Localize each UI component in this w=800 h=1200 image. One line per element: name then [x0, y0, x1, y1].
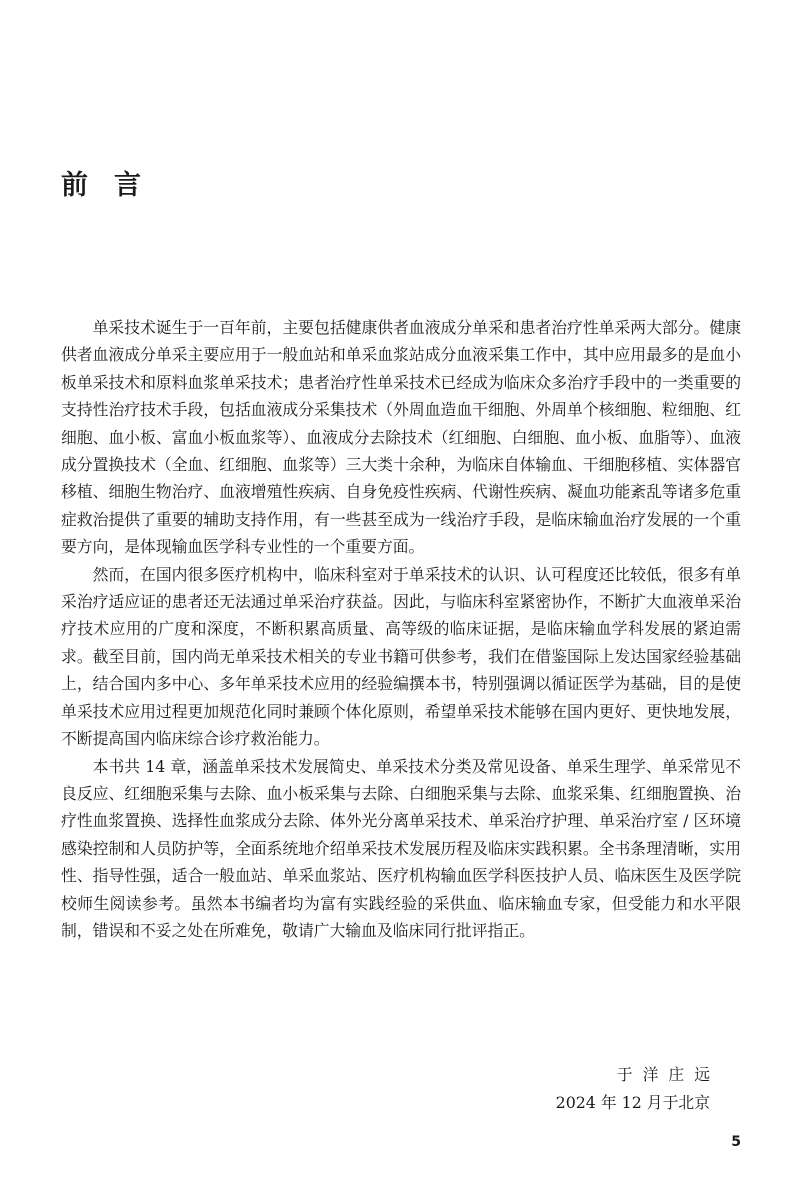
page-title: 前言	[61, 170, 167, 201]
author-names: 于洋庄远	[616, 1065, 720, 1084]
paragraph-2: 然而，在国内很多医疗机构中，临床科室对于单采技术的认识、认可程度还比较低，很多有单采治疗适应证的患者还无法通过单采治疗获益。因此，与临床科室紧密协作，不断扩大血液单采治疗技术应用的广度和深度，不断积累高质量、高等级的临床证据，是临床输血学科发展的紧迫需求。截至目前，国内尚无单采技术相关的专业书籍可供参考，我们在借鉴国际上发达国家经验基础上，结合国内多中心、多年单采技术应用的经验编撰本书，特别强调以循证医学为基础，目的是使单采技术应用过程更加规范化同时兼顾个体化原则，希望单采技术能够在国内更好、更快地发展，不断提高国内临床综合诊疗救治能力。	[61, 564, 741, 749]
signature-date: 2024 年 12 月于北京	[555, 1093, 710, 1112]
page-number: 5	[731, 1134, 741, 1150]
preface-body	[61, 314, 741, 944]
paragraph-1: 单采技术诞生于一百年前，主要包括健康供者血液成分单采和患者治疗性单采两大部分。健康供者血液成分单采主要应用于一般血站和单采血浆站成分血液采集工作中，其中应用最多的是血小板单采技术和原料血浆单采技术；患者治疗性单采技术已经成为临床众多治疗手段中的一类重要的支持性治疗技术手段，包括血液成分采集技术（外周血造血干细胞、外周单个核细胞、粒细胞、红细胞、血小板、富血小板血浆等）、血液成分去除技术（红细胞、白细胞、血小板、血脂等）、血液成分置换技术（全血、红细胞、血浆等）三大类十余种，为临床自体输血、干细胞移植、实体器官移植、细胞生物治疗、血液增殖性疾病、自身免疫性疾病、代谢性疾病、凝血功能紊乱等诸多危重症救治提供了重要的辅助支持作用，有一些甚至成为一线治疗手段，是临床输血治疗发展的一个重要方向，是体现输血医学科专业性的一个重要方面。	[61, 318, 741, 557]
signature-block	[555, 1061, 720, 1117]
paragraph-3: 本书共 14 章，涵盖单采技术发展简史、单采技术分类及常见设备、单采生理学、单采常见不良反应、红细胞采集与去除、血小板采集与去除、白细胞采集与去除、血浆采集、红细胞置换、治疗性血浆置换、选择性血浆成分去除、体外光分离单采技术、单采治疗护理、单采治疗室 / 区环境感染控制和人员防护等，全面系统地介绍单采技术发展历程及临床实践积累。全书条理清晰，实用性、指导性强，适合一般血站、单采血浆站、医疗机构输血医学科医技护人员、临床医生及医学院校师生阅读参考。虽然本书编者均为富有实践经验的采供血、临床输血专家，但受能力和水平限制，错误和不妥之处在所难免，敬请广大输血及临床同行批评指正。	[61, 756, 741, 940]
